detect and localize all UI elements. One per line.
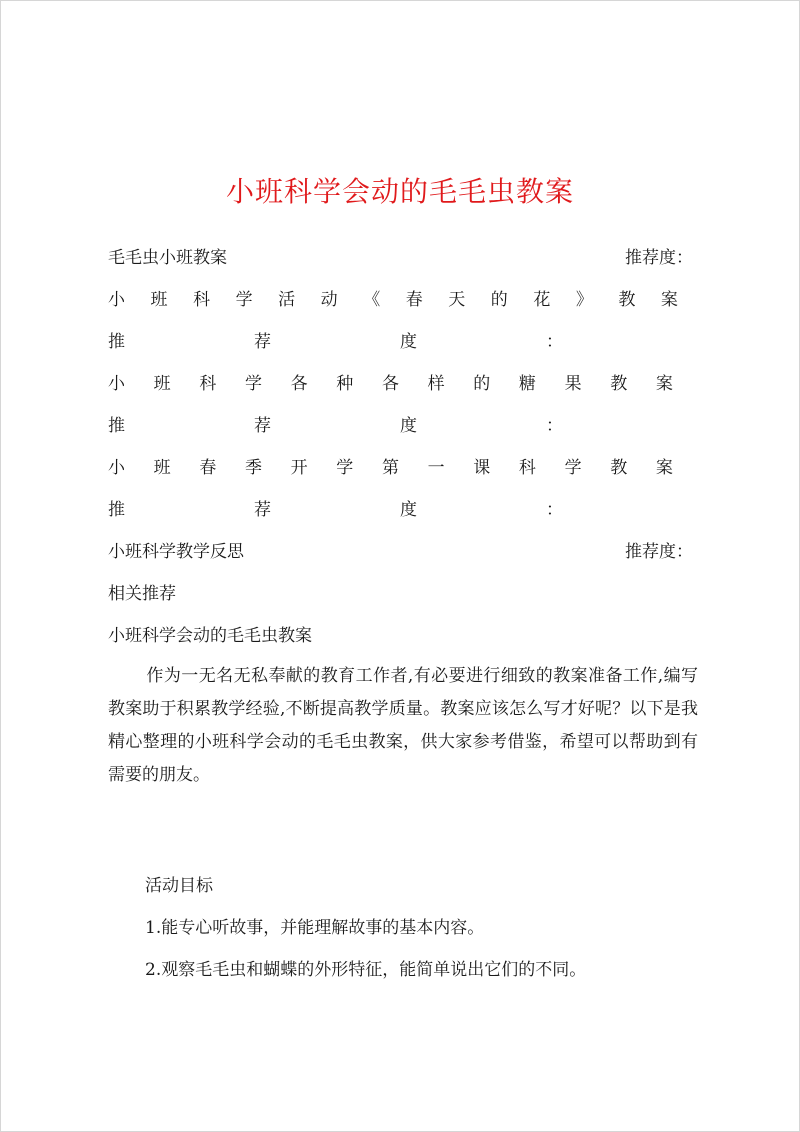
list-item-2-char: 科: [193, 290, 211, 310]
list-item-2-char: 班: [150, 290, 168, 310]
list-item-3-char: 科: [199, 374, 217, 394]
list-item-5-rec: 推荐度：: [625, 542, 693, 562]
section-subtitle: 小班科学会动的毛毛虫教案: [108, 626, 312, 646]
list-item-3-char: 各: [381, 374, 399, 394]
list-item-4-title[interactable]: [108, 456, 673, 480]
list-item-3-char: 案: [655, 374, 673, 394]
list-item-3-rec-char: 推: [108, 416, 125, 436]
list-item-4-char: 科: [518, 458, 536, 478]
list-item-2-char: 春: [405, 290, 423, 310]
list-item-2-char: 动: [320, 290, 338, 310]
list-item-2-rec-char: 荐: [254, 332, 271, 352]
list-item-2-char: 教: [618, 290, 636, 310]
list-item-3-char: 果: [564, 374, 582, 394]
list-item-2-char: 天: [448, 290, 466, 310]
list-item-4-rec-char: 推: [108, 500, 125, 520]
list-item-3-char: 样: [427, 374, 445, 394]
list-item-4-char: 班: [153, 458, 171, 478]
list-item-4-char: 一: [427, 458, 445, 478]
intro-paragraph: [108, 660, 698, 792]
list-item-2-char: 案: [660, 290, 678, 310]
goal-item-1: 1.能专心听故事，并能理解故事的基本内容。: [145, 918, 485, 938]
list-item-3-rec-char: ：: [546, 416, 563, 436]
list-item-3-char: 种: [336, 374, 354, 394]
list-item-4-char: 季: [244, 458, 262, 478]
list-item-2-rec-char: ：: [546, 332, 563, 352]
list-item-2-title[interactable]: [108, 288, 678, 312]
list-item-4-char: 学: [564, 458, 582, 478]
list-item-1[interactable]: [108, 246, 693, 270]
list-item-2-char: 小: [108, 290, 125, 310]
list-item-4-char: 春: [199, 458, 217, 478]
goals-heading: 活动目标: [145, 876, 213, 896]
list-item-4-char: 课: [473, 458, 491, 478]
list-item-3-rec: [108, 414, 563, 438]
list-item-4-char: 小: [108, 458, 125, 478]
list-item-2-char: 花: [533, 290, 551, 310]
list-item-3-char: 班: [153, 374, 171, 394]
list-item-3-char: 的: [473, 374, 491, 394]
list-item-1-rec: 推荐度：: [625, 248, 693, 268]
list-item-3-char: 小: [108, 374, 125, 394]
list-item-2-rec-char: 度: [400, 332, 417, 352]
list-item-4-char: 第: [381, 458, 399, 478]
list-item-2-rec-char: 推: [108, 332, 125, 352]
list-item-3-rec-char: 荐: [254, 416, 271, 436]
list-item-2-rec: [108, 330, 563, 354]
list-item-3-char: 糖: [518, 374, 536, 394]
related-label: 相关推荐: [108, 584, 176, 604]
list-item-5-title[interactable]: 小班科学教学反思: [108, 542, 244, 562]
list-item-4-char: 开: [290, 458, 308, 478]
list-item-5[interactable]: [108, 540, 693, 564]
list-item-2-char: 的: [490, 290, 508, 310]
list-item-4-char: 教: [610, 458, 628, 478]
list-item-3-title[interactable]: [108, 372, 673, 396]
list-item-4-rec-char: 度: [400, 500, 417, 520]
list-item-2-char: 活: [278, 290, 296, 310]
list-item-2-char: 学: [235, 290, 253, 310]
intro-text: 作为一无名无私奉献的教育工作者,有必要进行细致的教案准备工作,编写教案助于积累教学经验,不断提高教学质量。教案应该怎么写才好呢？以下是我精心整理的小班科学会动的毛毛虫教案，供大家参考借鉴，希望可以帮助到有需要的朋友。: [108, 666, 698, 785]
list-item-4-char: 案: [655, 458, 673, 478]
list-item-3-char: 各: [290, 374, 308, 394]
list-item-4-rec-char: 荐: [254, 500, 271, 520]
list-item-1-title[interactable]: 毛毛虫小班教案: [108, 248, 227, 268]
list-item-2-char: 《: [363, 290, 381, 310]
page-title: 小班科学会动的毛毛虫教案: [225, 175, 574, 208]
list-item-2-char: 》: [575, 290, 593, 310]
list-item-4-char: 学: [336, 458, 354, 478]
list-item-4-rec: [108, 498, 563, 522]
goal-item-2: 2.观察毛毛虫和蝴蝶的外形特征，能简单说出它们的不同。: [145, 960, 587, 980]
list-item-3-char: 学: [244, 374, 262, 394]
list-item-3-char: 教: [610, 374, 628, 394]
list-item-4-rec-char: ：: [546, 500, 563, 520]
list-item-3-rec-char: 度: [400, 416, 417, 436]
